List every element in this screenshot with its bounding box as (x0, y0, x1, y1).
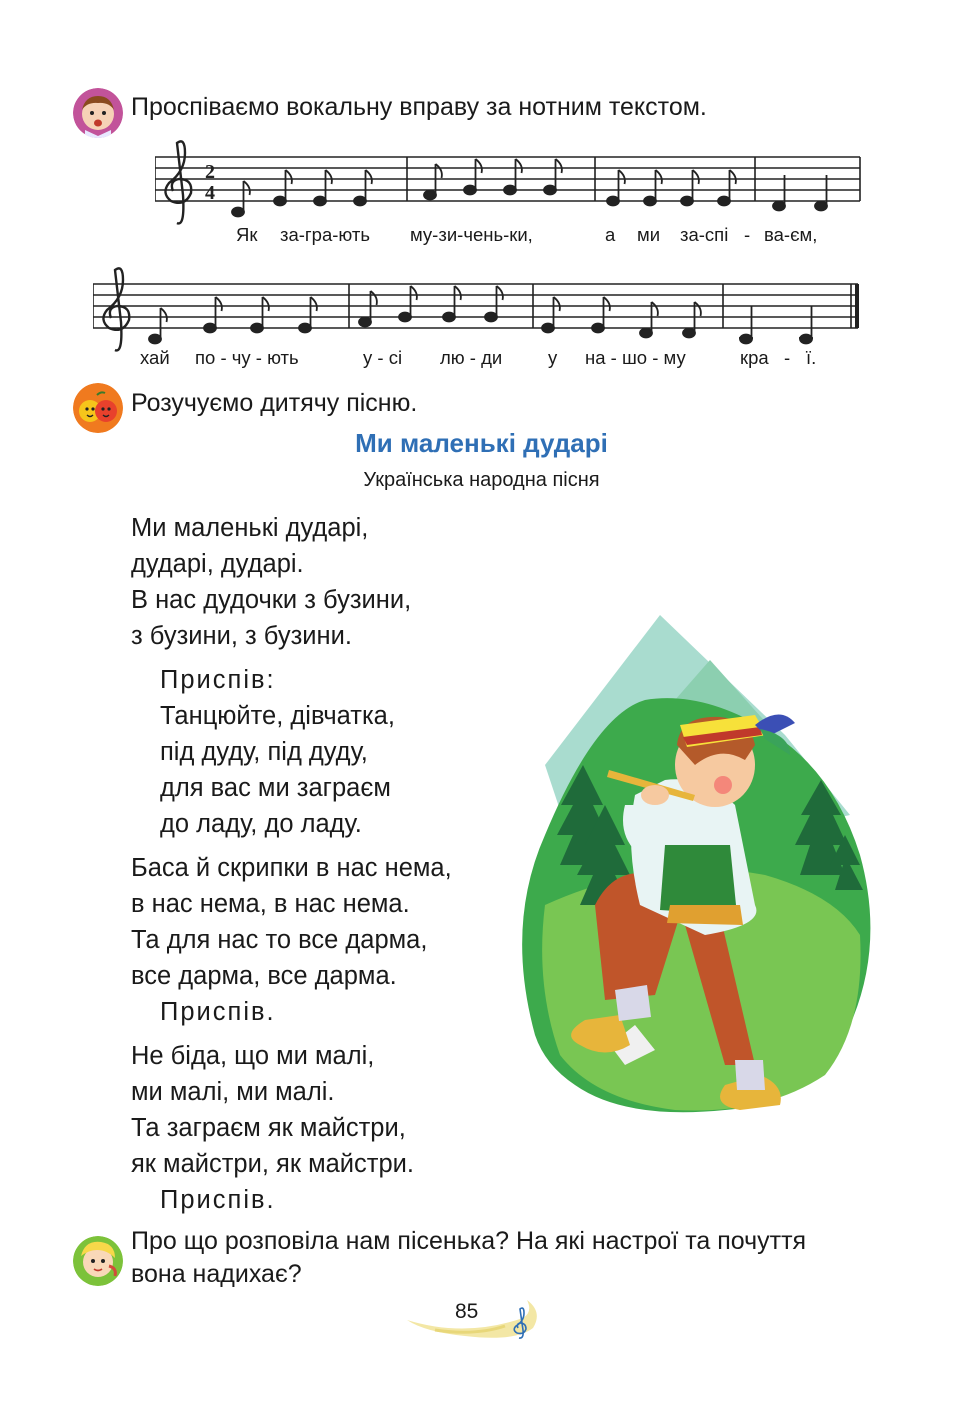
lyric-syllable: - (784, 347, 791, 368)
lyric-line: в нас нема, в нас нема. (131, 890, 410, 918)
lyric-line: Та заграєм як майстри, (131, 1114, 406, 1142)
lyric-syllable: му-зи-чень-ки, (410, 224, 533, 245)
lyric-line: Ми маленькі дударі, (131, 514, 369, 542)
lyric-line: дударі, дударі. (131, 550, 304, 578)
lyric-syllable: ї. (806, 347, 817, 368)
lyric-line: Танцюйте, дівчатка, (160, 702, 395, 730)
lyric-syllable: по - чу - ють (195, 347, 299, 368)
apples-icon (73, 383, 123, 433)
chorus-reference: Приспів. (160, 998, 276, 1026)
lyric-line: ми малі, ми малі. (131, 1078, 335, 1106)
vocal-exercise-instruction: Проспіваємо вокальну вправу за нотним текстом. (131, 93, 707, 121)
lyric-line: Баса й скрипки в нас нема, (131, 854, 452, 882)
lyric-syllable: Як (236, 224, 258, 245)
boy-singing-icon (73, 88, 123, 138)
lyric-line: В нас дудочки з бузини, (131, 586, 412, 614)
lyric-syllable: - (744, 224, 751, 245)
lyric-syllable: ва-єм, (764, 224, 818, 245)
lyric-line: під дуду, під дуду, (160, 738, 368, 766)
lyric-syllable: за-спі (680, 224, 729, 245)
chorus (160, 662, 395, 842)
treble-clef-icon (103, 268, 129, 350)
lyric-syllable: ми (637, 224, 661, 245)
question-line-2: вона надихає? (131, 1260, 302, 1288)
lyric-line: до ладу, до ладу. (160, 810, 362, 838)
chorus-label: Приспів: (160, 666, 276, 694)
lyric-syllable: у - сі (363, 347, 403, 368)
lyric-line: з бузини, з бузини. (131, 622, 352, 650)
lyric-syllable: лю - ди (440, 347, 503, 368)
verse-1 (131, 510, 411, 654)
staff-line-1 (155, 135, 865, 230)
lyric-line: для вас ми заграєм (160, 774, 391, 802)
song-title: Ми маленькі дударі (355, 428, 608, 458)
treble-clef-icon (511, 1306, 529, 1340)
verse-2 (131, 850, 452, 994)
time-signature-bottom: 4 (205, 182, 215, 204)
lyric-line: як майстри, як майстри. (131, 1150, 414, 1178)
lyric-line: Не біда, що ми малі, (131, 1042, 375, 1070)
lyric-line: все дарма, все дарма. (131, 962, 397, 990)
learn-song-instruction: Розучуємо дитячу пісню. (131, 389, 418, 417)
treble-clef-icon (165, 141, 191, 223)
question-line-1: Про що розповіла нам пісенька? На які настрої та почуття (131, 1227, 807, 1255)
lyric-syllable: кра (740, 347, 769, 368)
verse-3 (131, 1038, 414, 1182)
page-number: 85 (455, 1300, 479, 1323)
chorus-reference: Приспів. (160, 1186, 276, 1214)
lyric-syllable: а (605, 224, 616, 245)
boy-playing-pipe-illustration (505, 605, 885, 1135)
lyric-syllable: хай (140, 347, 170, 368)
lyric-syllable: на - шо - му (585, 347, 686, 368)
lyric-syllable: у (548, 347, 558, 368)
listening-child-icon (73, 1236, 123, 1286)
song-subtitle: Українська народна пісня (363, 469, 600, 491)
time-signature-top: 2 (205, 161, 215, 183)
lyric-syllable: за-гра-ють (280, 224, 370, 245)
staff-line-2 (93, 262, 865, 357)
lyric-line: Та для нас то все дарма, (131, 926, 428, 954)
